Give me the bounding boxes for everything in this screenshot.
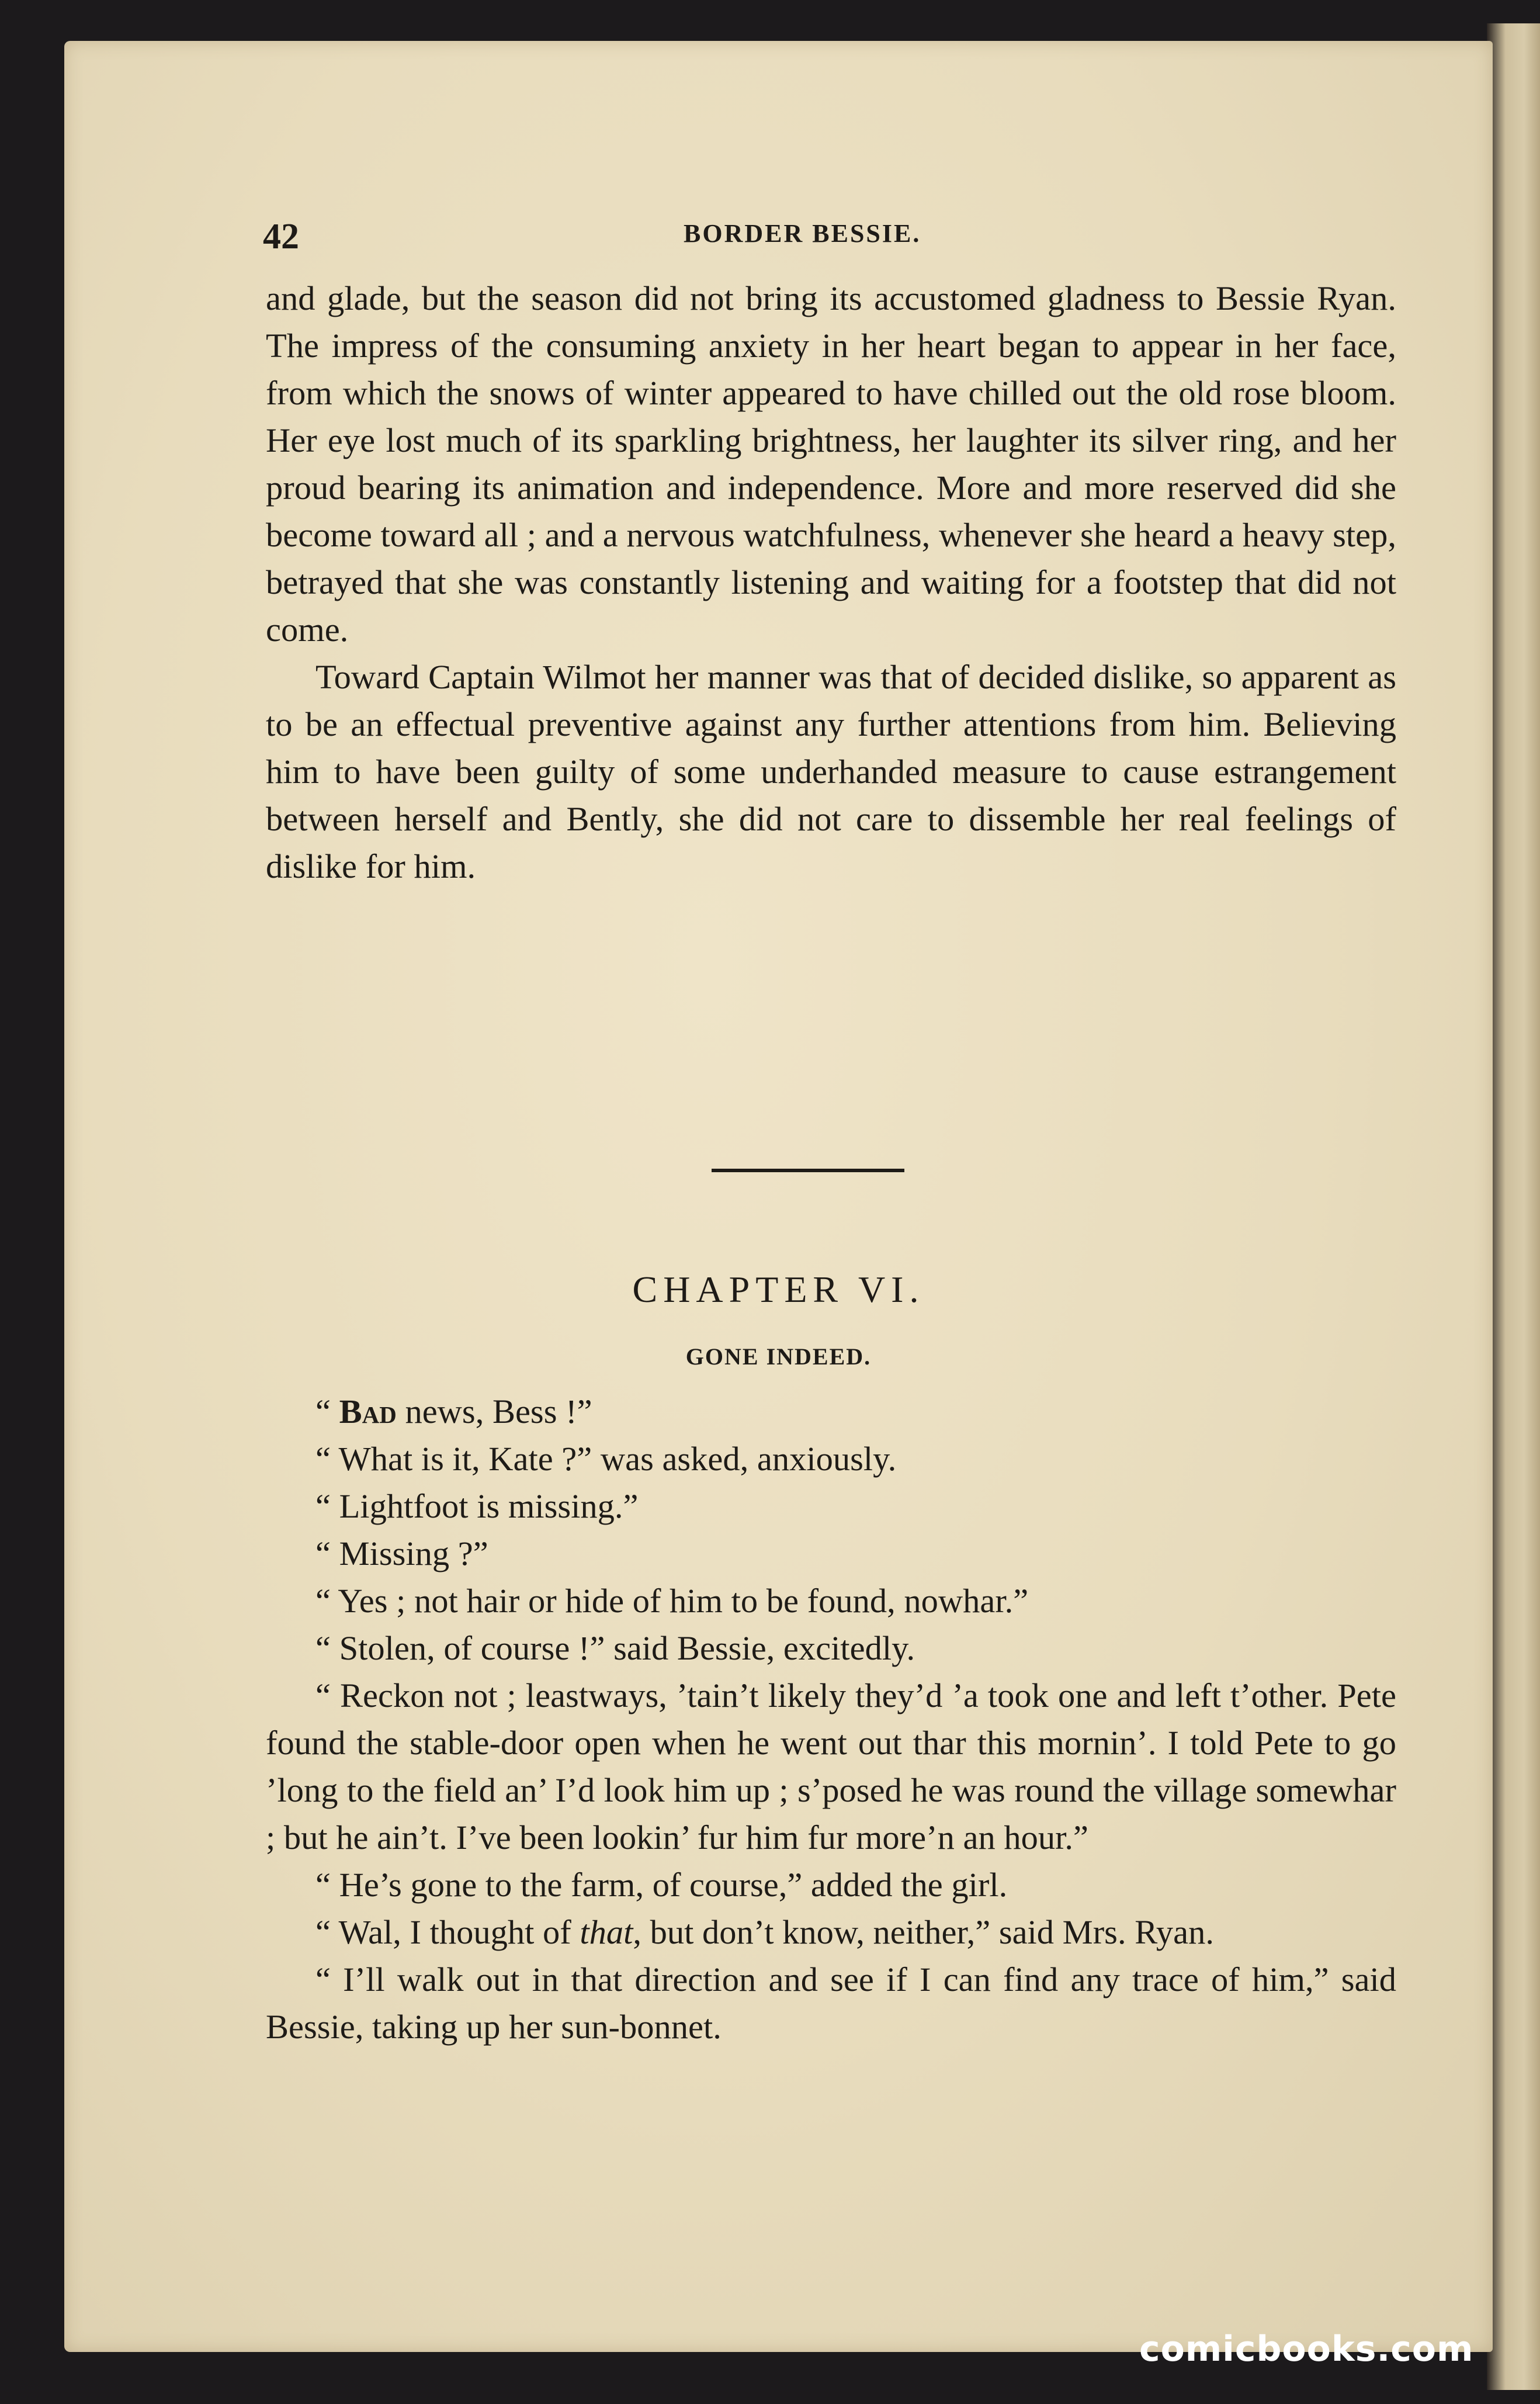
text-run: “ Wal, I thought of bbox=[315, 1913, 580, 1951]
quote-open: “ bbox=[315, 1392, 339, 1430]
watermark: comicbooks.com bbox=[1139, 2329, 1474, 2370]
book-page bbox=[64, 41, 1493, 2352]
paragraph: “ Reckon not ; leastways, ’tain’t likely they’d ’a took one and left t’other. Pete found the stable-door open when he went out thar this mornin’. I told Pete to go ’long to the field an’ I’d look him up ; s’posed he was round the village somewhar ; but he ain’t. I’ve been lookin’ fur him fur more’n an hour.” bbox=[266, 1676, 1396, 1856]
text-run: , but don’t know, neither,” said Mrs. Ryan. bbox=[633, 1913, 1214, 1951]
next-page-edge bbox=[1487, 23, 1540, 2390]
chapter-heading: CHAPTER VI. bbox=[632, 1269, 925, 1310]
paragraph: Toward Captain Wilmot her manner was that of decided dislike, so apparent as to be an effectual preventive against any further attentions from him. Believing him to have been guilty of some underhanded measure to cause estrangement between herself and Bently, she did not care to dissemble her real feelings of dislike for him. bbox=[266, 658, 1396, 885]
paragraph bbox=[266, 1908, 1396, 1956]
paragraph: “ Lightfoot is missing.” bbox=[315, 1487, 639, 1525]
small-caps-word: Bad bbox=[339, 1392, 397, 1430]
page-number: 42 bbox=[263, 217, 299, 257]
paragraph: “ Yes ; not hair or hide of him to be found, nowhar.” bbox=[315, 1582, 1029, 1620]
paragraph: “ I’ll walk out in that direction and see if I can find any trace of him,” said Bessie, taking up her sun-bonnet. bbox=[266, 1960, 1396, 2046]
italic-word: that bbox=[580, 1913, 633, 1951]
body-text-top bbox=[266, 275, 1396, 890]
text-run: news, Bess !” bbox=[396, 1392, 592, 1430]
running-title: BORDER BESSIE. bbox=[684, 219, 921, 248]
chapter-title: GONE INDEED. bbox=[685, 1343, 872, 1370]
paragraph: and glade, but the season did not bring its accustomed gladness to Bessie Ryan. The impress of the consuming anxiety in her heart began to appear in her face, from which the snows of winter appeared to have chilled out the old rose bloom. Her eye lost much of its sparkling brightness, her laughter its silver ring, and her proud bearing its animation and independence. More and more reserved did she become toward all ; and a nervous watchfulness, whenever she heard a heavy step, betrayed that she was constantly listening and waiting for a footstep that did not come. bbox=[266, 279, 1396, 649]
section-divider bbox=[712, 1169, 904, 1172]
body-text-bottom bbox=[266, 1388, 1396, 2050]
paragraph: “ What is it, Kate ?” was asked, anxiously. bbox=[315, 1440, 897, 1478]
paragraph: “ Stolen, of course !” said Bessie, excitedly. bbox=[315, 1629, 915, 1667]
paragraph bbox=[266, 1388, 1396, 1435]
paragraph: “ Missing ?” bbox=[315, 1534, 488, 1572]
paragraph: “ He’s gone to the farm, of course,” added the girl. bbox=[315, 1866, 1008, 1904]
